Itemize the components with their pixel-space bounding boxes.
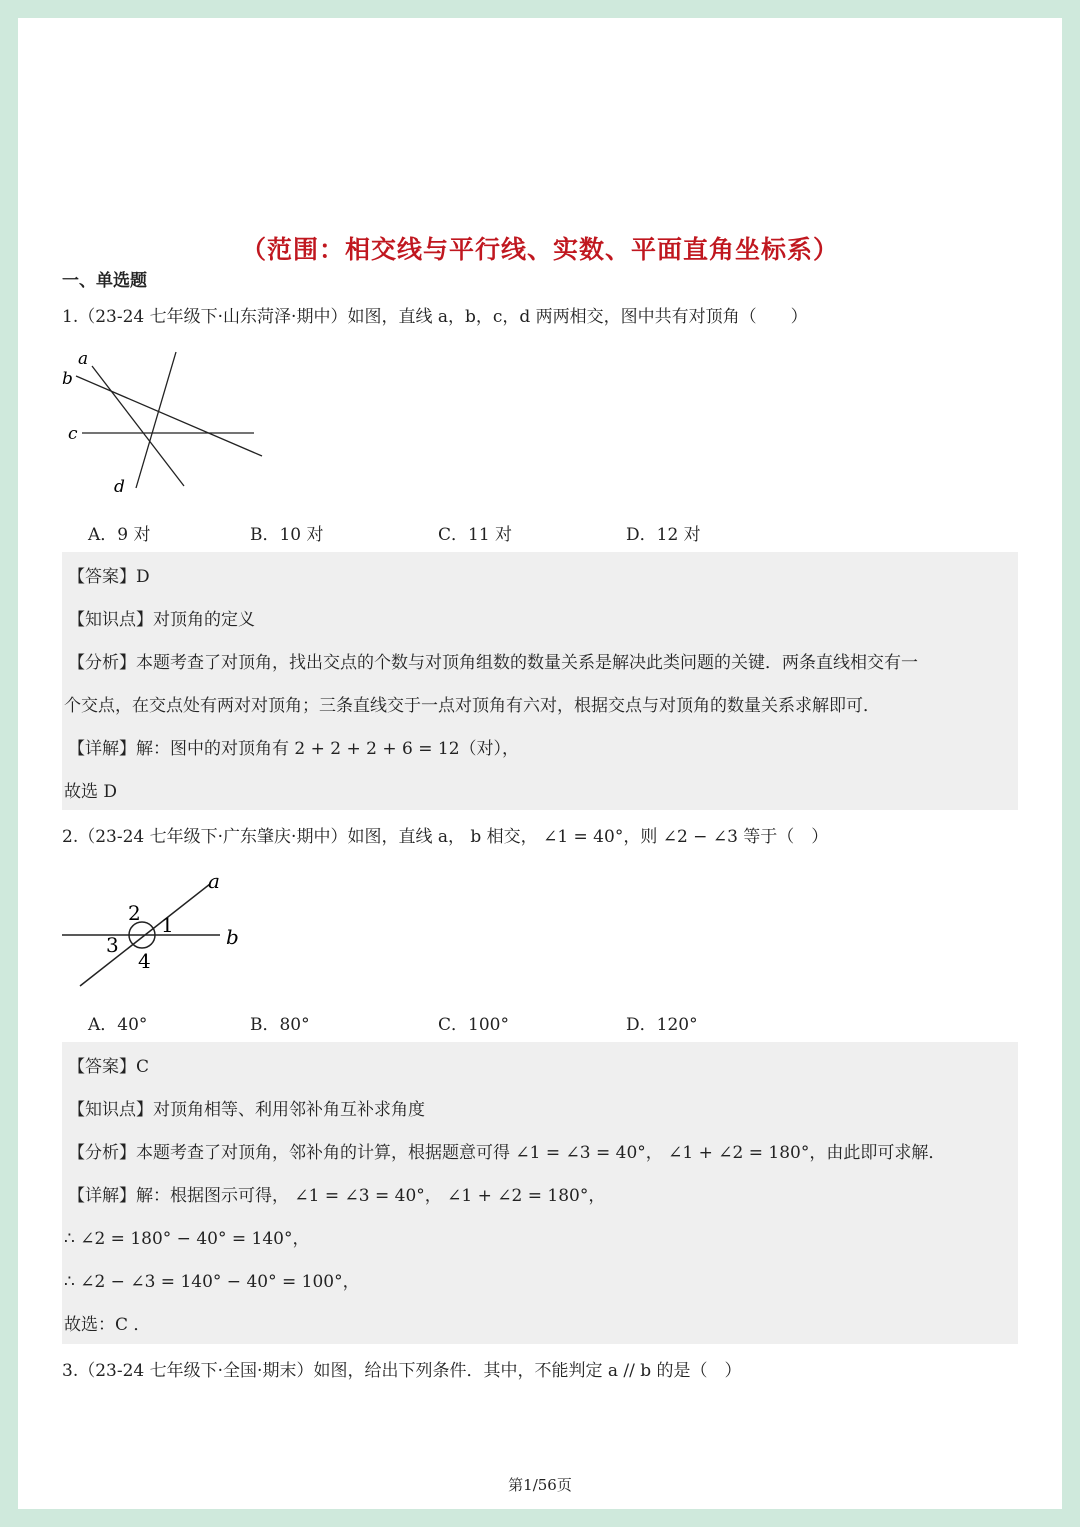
question-1-figure	[58, 348, 288, 498]
q1-option-d: D．12 对	[626, 525, 701, 545]
q2-knowledge: 【知识点】对顶角相等、利用邻补角互补求角度	[68, 1100, 425, 1120]
q2-detail: 【详解】解：根据图示可得， ∠1 = ∠3 = 40°， ∠1 + ∠2 = 180°，	[68, 1186, 606, 1206]
q1-analysis-line2: 个交点，在交点处有两对对顶角；三条直线交于一点对顶角有六对，根据交点与对顶角的数量关系求解即可．	[64, 696, 880, 716]
q2-choose: 故选：C ．	[64, 1315, 151, 1335]
q2-option-c: C．100°	[438, 1015, 509, 1035]
label-a: a	[208, 869, 220, 893]
page-title: （范围：相交线与平行线、实数、平面直角坐标系）	[240, 235, 839, 264]
label-3: 3	[106, 933, 119, 957]
question-3-stem: 3.（23-24 七年级下·全国·期末）如图，给出下列条件．其中，不能判定 a // b 的是（ ）	[62, 1361, 742, 1381]
q2-option-a: A．40°	[88, 1015, 148, 1035]
page-footer: 第1/56页	[508, 1476, 572, 1494]
line-b	[76, 376, 262, 456]
q2-answer: 【答案】C	[68, 1057, 150, 1077]
label-b: b	[62, 369, 73, 389]
q1-detail: 【详解】解：图中的对顶角有 2 + 2 + 2 + 6 = 12（对），	[68, 739, 520, 759]
q1-option-b: B．10 对	[250, 525, 324, 545]
q1-option-a: A．9 对	[88, 525, 151, 545]
q2-answer-box	[62, 1042, 1018, 1344]
q2-option-b: B．80°	[250, 1015, 310, 1035]
question-2-figure	[58, 868, 278, 998]
q1-option-c: C．11 对	[438, 525, 513, 545]
question-1-stem: 1.（23-24 七年级下·山东菏泽·期中）如图，直线 a，b，c，d 两两相交，图中共有对顶角（ ）	[62, 307, 808, 327]
q2-option-d: D．120°	[626, 1015, 698, 1035]
q1-choose: 故选 D	[64, 782, 118, 802]
q2-analysis: 【分析】本题考查了对顶角，邻补角的计算，根据题意可得 ∠1 = ∠3 = 40°， ∠1 + ∠2 = 180°，由此即可求解．	[68, 1143, 946, 1163]
q2-step2: ∴ ∠2 − ∠3 = 140° − 40° = 100°，	[64, 1272, 360, 1292]
label-1: 1	[161, 913, 174, 937]
document-page	[18, 18, 1062, 1509]
section-heading: 一、单选题	[62, 271, 147, 291]
label-2: 2	[128, 901, 141, 925]
label-b: b	[226, 925, 239, 949]
q1-analysis-line1: 【分析】本题考查了对顶角，找出交点的个数与对顶角组数的数量关系是解决此类问题的关键．两条直线相交有一	[68, 653, 918, 673]
q2-step1: ∴ ∠2 = 180° − 40° = 140°，	[64, 1229, 310, 1249]
q1-knowledge: 【知识点】对顶角的定义	[68, 610, 255, 630]
line-a	[92, 366, 184, 486]
q1-answer: 【答案】D	[68, 567, 150, 587]
q1-answer-box	[62, 552, 1018, 810]
label-a: a	[78, 349, 89, 369]
question-2-stem: 2.（23-24 七年级下·广东肇庆·期中）如图，直线 a， b 相交， ∠1 = 40°，则 ∠2 − ∠3 等于（ ）	[62, 827, 829, 847]
label-d: d	[114, 477, 125, 497]
label-4: 4	[138, 949, 151, 973]
label-c: c	[68, 424, 78, 444]
